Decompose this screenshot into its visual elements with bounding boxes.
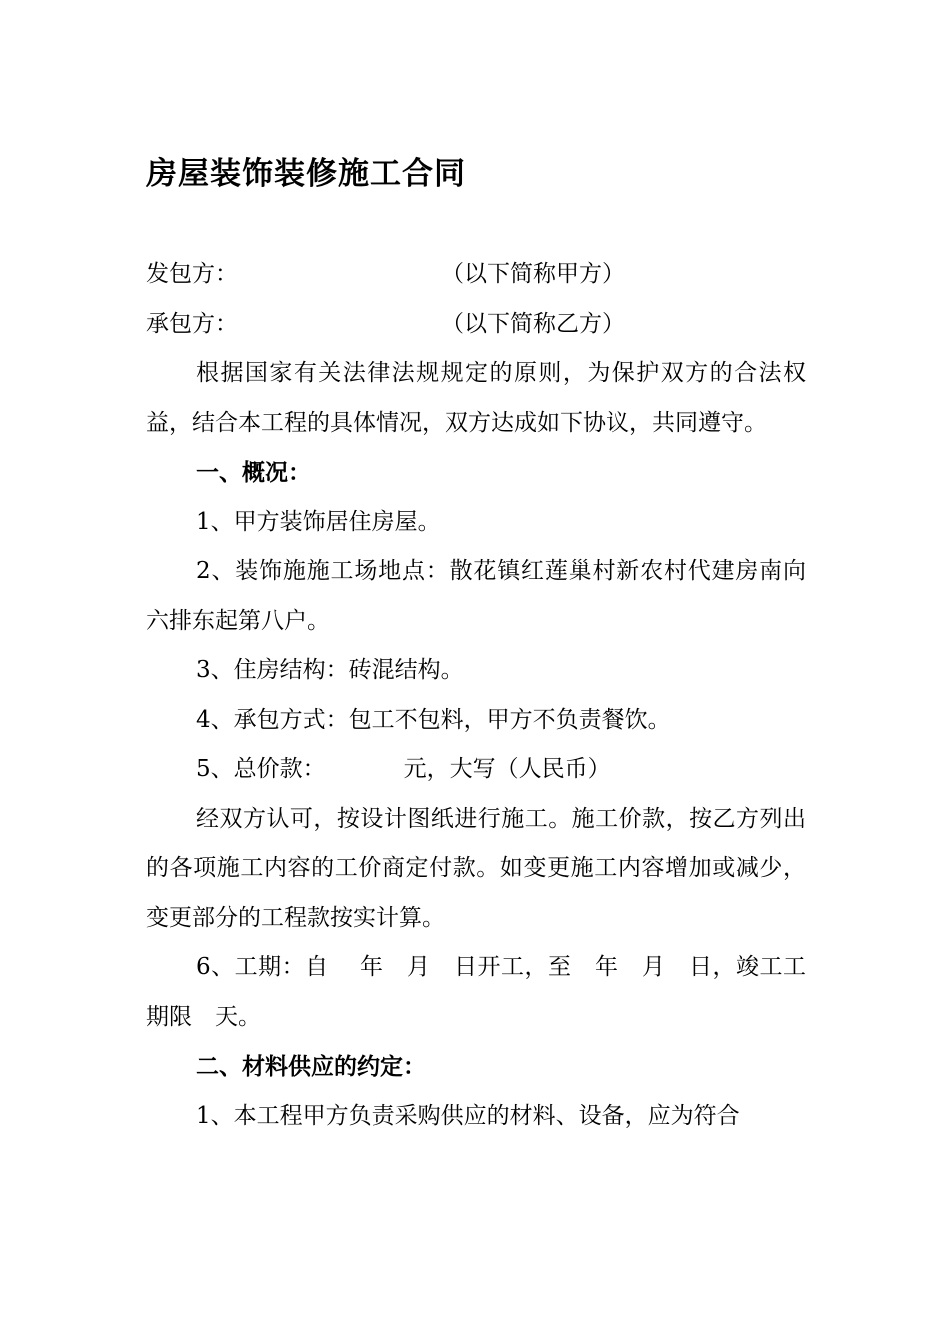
section1-item5 bbox=[146, 745, 806, 795]
section1-item3: 3、住房结构：砖混结构。 bbox=[196, 657, 464, 683]
section1-item2: 2、装饰施施工场地点：散花镇红莲巢村新农村代建房南向六排东起第八户。 bbox=[146, 558, 806, 634]
contractor-line bbox=[146, 300, 806, 350]
section2-heading: 二、材料供应的约定： bbox=[196, 1053, 426, 1080]
section1-item4: 4、承包方式：包工不包料，甲方不负责餐饮。 bbox=[196, 706, 671, 733]
total-price-label: 5、总价款： bbox=[196, 756, 326, 782]
contractor-note: （以下简称乙方） bbox=[441, 310, 625, 337]
employer-label: 发包方： bbox=[146, 261, 238, 287]
section1-heading: 一、概况： bbox=[196, 459, 311, 486]
contractor-label: 承包方： bbox=[146, 310, 238, 337]
employer-line bbox=[146, 250, 806, 300]
total-price-value: 元，大写（人民币） bbox=[403, 756, 611, 782]
contract-title: 房屋装饰装修施工合同 bbox=[146, 156, 466, 192]
price-note-paragraph: 经双方认可，按设计图纸进行施工。施工价款，按乙方列出的各项施工内容的工价商定付款。如变更施工内容增加或减少，变更部分的工程款按实计算。 bbox=[146, 805, 806, 931]
contract-body bbox=[146, 250, 806, 1141]
section2-item1: 1、本工程甲方负责采购供应的材料、设备，应为符合 bbox=[196, 1102, 740, 1129]
section1-item6-line2: 期限 天。 bbox=[146, 1003, 261, 1030]
employer-note: （以下简称甲方） bbox=[441, 261, 625, 287]
section1-item1: 1、甲方装饰居住房屋。 bbox=[196, 508, 441, 535]
section1-item6-line1: 6、工期：自 年 月 日开工，至 年 月 日，竣工工 bbox=[196, 954, 806, 980]
preamble-paragraph: 根据国家有关法律法规规定的原则，为保护双方的合法权益，结合本工程的具体情况，双方达成如下协议，共同遵守。 bbox=[146, 360, 806, 436]
